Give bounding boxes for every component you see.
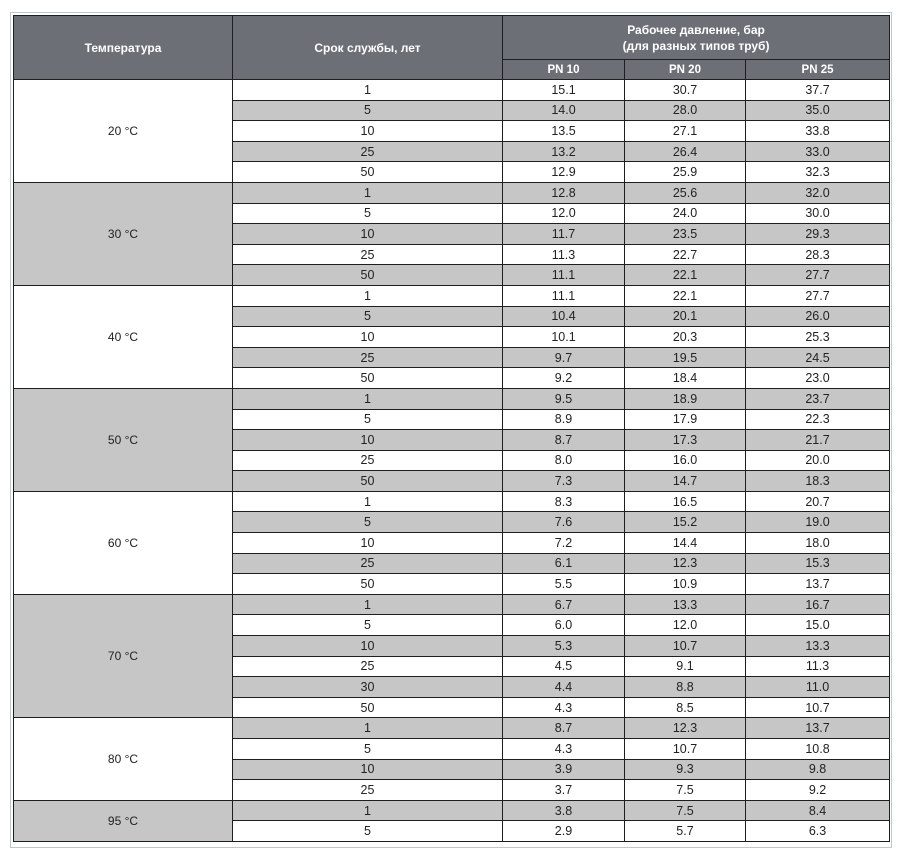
service-life-cell: 50 bbox=[233, 574, 503, 595]
pressure-cell-pn10: 8.7 bbox=[503, 430, 625, 451]
pressure-cell-pn20: 16.0 bbox=[625, 450, 746, 471]
service-life-cell: 10 bbox=[233, 430, 503, 451]
pressure-cell-pn20: 10.9 bbox=[625, 574, 746, 595]
service-life-cell: 10 bbox=[233, 121, 503, 142]
header-pressure-line1: Рабочее давление, бар bbox=[627, 22, 765, 37]
pressure-cell-pn20: 24.0 bbox=[625, 203, 746, 224]
header-service-life: Срок службы, лет bbox=[233, 16, 503, 80]
pressure-cell-pn25: 29.3 bbox=[746, 224, 890, 245]
service-life-cell: 25 bbox=[233, 450, 503, 471]
pressure-cell-pn20: 12.3 bbox=[625, 718, 746, 739]
pressure-cell-pn10: 10.1 bbox=[503, 327, 625, 348]
pressure-cell-pn25: 24.5 bbox=[746, 347, 890, 368]
pressure-cell-pn10: 2.9 bbox=[503, 821, 625, 842]
service-life-cell: 5 bbox=[233, 739, 503, 760]
pressure-cell-pn25: 18.0 bbox=[746, 533, 890, 554]
pressure-cell-pn20: 15.2 bbox=[625, 512, 746, 533]
pressure-cell-pn10: 8.3 bbox=[503, 491, 625, 512]
table-row bbox=[14, 718, 890, 739]
pressure-cell-pn25: 23.7 bbox=[746, 388, 890, 409]
pressure-cell-pn10: 6.0 bbox=[503, 615, 625, 636]
table-row bbox=[14, 182, 890, 203]
table-row bbox=[14, 388, 890, 409]
pressure-cell-pn20: 22.1 bbox=[625, 265, 746, 286]
pressure-cell-pn10: 4.3 bbox=[503, 739, 625, 760]
pressure-cell-pn10: 10.4 bbox=[503, 306, 625, 327]
service-life-cell: 50 bbox=[233, 265, 503, 286]
pressure-cell-pn25: 19.0 bbox=[746, 512, 890, 533]
pressure-cell-pn25: 16.7 bbox=[746, 594, 890, 615]
table-body bbox=[14, 80, 890, 842]
pressure-cell-pn25: 9.8 bbox=[746, 759, 890, 780]
pressure-cell-pn25: 32.0 bbox=[746, 182, 890, 203]
pressure-cell-pn25: 23.0 bbox=[746, 368, 890, 389]
table-row bbox=[14, 491, 890, 512]
service-life-cell: 10 bbox=[233, 224, 503, 245]
service-life-cell: 25 bbox=[233, 141, 503, 162]
pressure-cell-pn10: 11.1 bbox=[503, 285, 625, 306]
pressure-cell-pn20: 26.4 bbox=[625, 141, 746, 162]
pressure-cell-pn10: 4.4 bbox=[503, 677, 625, 698]
pressure-cell-pn25: 33.8 bbox=[746, 121, 890, 142]
pressure-cell-pn25: 13.7 bbox=[746, 718, 890, 739]
service-life-cell: 5 bbox=[233, 100, 503, 121]
pressure-cell-pn20: 12.3 bbox=[625, 553, 746, 574]
pressure-cell-pn25: 33.0 bbox=[746, 141, 890, 162]
pressure-cell-pn25: 20.0 bbox=[746, 450, 890, 471]
pressure-cell-pn25: 37.7 bbox=[746, 80, 890, 101]
service-life-cell: 10 bbox=[233, 533, 503, 554]
header-pn20: PN 20 bbox=[625, 60, 746, 80]
pressure-cell-pn10: 8.7 bbox=[503, 718, 625, 739]
pressure-cell-pn25: 9.2 bbox=[746, 780, 890, 801]
pressure-cell-pn25: 13.7 bbox=[746, 574, 890, 595]
pressure-cell-pn20: 22.7 bbox=[625, 244, 746, 265]
service-life-cell: 50 bbox=[233, 471, 503, 492]
pressure-cell-pn25: 35.0 bbox=[746, 100, 890, 121]
pressure-cell-pn25: 21.7 bbox=[746, 430, 890, 451]
pressure-cell-pn25: 11.0 bbox=[746, 677, 890, 698]
pressure-cell-pn10: 8.0 bbox=[503, 450, 625, 471]
pressure-cell-pn10: 11.1 bbox=[503, 265, 625, 286]
service-life-cell: 25 bbox=[233, 553, 503, 574]
pressure-cell-pn25: 13.3 bbox=[746, 636, 890, 657]
pressure-cell-pn10: 12.0 bbox=[503, 203, 625, 224]
service-life-cell: 1 bbox=[233, 491, 503, 512]
service-life-cell: 50 bbox=[233, 162, 503, 183]
pressure-cell-pn10: 15.1 bbox=[503, 80, 625, 101]
service-life-cell: 25 bbox=[233, 347, 503, 368]
service-life-cell: 5 bbox=[233, 409, 503, 430]
header-pn25: PN 25 bbox=[746, 60, 890, 80]
table-row bbox=[14, 80, 890, 101]
pressure-cell-pn20: 7.5 bbox=[625, 800, 746, 821]
temperature-cell: 70 °C bbox=[14, 594, 233, 718]
service-life-cell: 5 bbox=[233, 615, 503, 636]
pressure-cell-pn25: 30.0 bbox=[746, 203, 890, 224]
pressure-cell-pn20: 25.6 bbox=[625, 182, 746, 203]
pressure-cell-pn20: 22.1 bbox=[625, 285, 746, 306]
service-life-cell: 1 bbox=[233, 594, 503, 615]
pressure-cell-pn20: 20.3 bbox=[625, 327, 746, 348]
pressure-cell-pn20: 30.7 bbox=[625, 80, 746, 101]
pressure-cell-pn10: 12.9 bbox=[503, 162, 625, 183]
service-life-cell: 10 bbox=[233, 636, 503, 657]
header-pressure bbox=[503, 16, 890, 60]
service-life-cell: 10 bbox=[233, 327, 503, 348]
pressure-cell-pn25: 28.3 bbox=[746, 244, 890, 265]
header-pressure-line2: (для разных типов труб) bbox=[622, 38, 770, 53]
table-frame bbox=[10, 12, 892, 848]
pressure-cell-pn10: 7.6 bbox=[503, 512, 625, 533]
pressure-cell-pn20: 23.5 bbox=[625, 224, 746, 245]
pressure-cell-pn25: 6.3 bbox=[746, 821, 890, 842]
pressure-cell-pn25: 20.7 bbox=[746, 491, 890, 512]
pressure-cell-pn20: 18.4 bbox=[625, 368, 746, 389]
pressure-cell-pn25: 11.3 bbox=[746, 656, 890, 677]
pressure-cell-pn10: 3.9 bbox=[503, 759, 625, 780]
pressure-cell-pn10: 5.5 bbox=[503, 574, 625, 595]
pressure-cell-pn20: 9.1 bbox=[625, 656, 746, 677]
pressure-cell-pn10: 4.5 bbox=[503, 656, 625, 677]
service-life-cell: 5 bbox=[233, 821, 503, 842]
pressure-cell-pn25: 10.7 bbox=[746, 697, 890, 718]
service-life-cell: 5 bbox=[233, 512, 503, 533]
service-life-cell: 25 bbox=[233, 780, 503, 801]
pressure-cell-pn25: 15.3 bbox=[746, 553, 890, 574]
pressure-cell-pn20: 9.3 bbox=[625, 759, 746, 780]
pressure-cell-pn10: 7.3 bbox=[503, 471, 625, 492]
pressure-cell-pn10: 6.7 bbox=[503, 594, 625, 615]
table-row bbox=[14, 800, 890, 821]
service-life-cell: 1 bbox=[233, 182, 503, 203]
table-row bbox=[14, 285, 890, 306]
pressure-cell-pn10: 3.7 bbox=[503, 780, 625, 801]
pressure-cell-pn10: 14.0 bbox=[503, 100, 625, 121]
pressure-cell-pn20: 17.3 bbox=[625, 430, 746, 451]
pressure-table bbox=[13, 15, 890, 842]
pressure-cell-pn10: 13.5 bbox=[503, 121, 625, 142]
service-life-cell: 5 bbox=[233, 203, 503, 224]
temperature-cell: 95 °C bbox=[14, 800, 233, 841]
service-life-cell: 50 bbox=[233, 697, 503, 718]
pressure-cell-pn20: 14.7 bbox=[625, 471, 746, 492]
table-row bbox=[14, 594, 890, 615]
pressure-cell-pn20: 8.8 bbox=[625, 677, 746, 698]
pressure-cell-pn10: 8.9 bbox=[503, 409, 625, 430]
pressure-cell-pn25: 18.3 bbox=[746, 471, 890, 492]
temperature-cell: 30 °C bbox=[14, 182, 233, 285]
pressure-cell-pn25: 27.7 bbox=[746, 265, 890, 286]
pressure-cell-pn10: 11.7 bbox=[503, 224, 625, 245]
pressure-cell-pn25: 8.4 bbox=[746, 800, 890, 821]
pressure-cell-pn25: 32.3 bbox=[746, 162, 890, 183]
service-life-cell: 5 bbox=[233, 306, 503, 327]
pressure-cell-pn10: 9.5 bbox=[503, 388, 625, 409]
service-life-cell: 50 bbox=[233, 368, 503, 389]
pressure-cell-pn10: 6.1 bbox=[503, 553, 625, 574]
temperature-cell: 50 °C bbox=[14, 388, 233, 491]
pressure-cell-pn25: 10.8 bbox=[746, 739, 890, 760]
pressure-cell-pn10: 13.2 bbox=[503, 141, 625, 162]
pressure-cell-pn20: 19.5 bbox=[625, 347, 746, 368]
pressure-cell-pn20: 16.5 bbox=[625, 491, 746, 512]
pressure-cell-pn25: 26.0 bbox=[746, 306, 890, 327]
pressure-cell-pn20: 8.5 bbox=[625, 697, 746, 718]
pressure-cell-pn20: 20.1 bbox=[625, 306, 746, 327]
temperature-cell: 40 °C bbox=[14, 285, 233, 388]
pressure-cell-pn20: 25.9 bbox=[625, 162, 746, 183]
pressure-cell-pn20: 17.9 bbox=[625, 409, 746, 430]
service-life-cell: 10 bbox=[233, 759, 503, 780]
service-life-cell: 30 bbox=[233, 677, 503, 698]
pressure-cell-pn10: 12.8 bbox=[503, 182, 625, 203]
service-life-cell: 1 bbox=[233, 800, 503, 821]
service-life-cell: 1 bbox=[233, 718, 503, 739]
pressure-cell-pn25: 15.0 bbox=[746, 615, 890, 636]
temperature-cell: 80 °C bbox=[14, 718, 233, 800]
temperature-cell: 60 °C bbox=[14, 491, 233, 594]
pressure-cell-pn20: 10.7 bbox=[625, 739, 746, 760]
pressure-cell-pn10: 9.7 bbox=[503, 347, 625, 368]
header-temperature: Температура bbox=[14, 16, 233, 80]
pressure-cell-pn10: 4.3 bbox=[503, 697, 625, 718]
service-life-cell: 1 bbox=[233, 388, 503, 409]
pressure-cell-pn20: 5.7 bbox=[625, 821, 746, 842]
header-pn10: PN 10 bbox=[503, 60, 625, 80]
service-life-cell: 1 bbox=[233, 285, 503, 306]
temperature-cell: 20 °C bbox=[14, 80, 233, 183]
pressure-cell-pn20: 14.4 bbox=[625, 533, 746, 554]
pressure-cell-pn20: 18.9 bbox=[625, 388, 746, 409]
pressure-cell-pn20: 7.5 bbox=[625, 780, 746, 801]
pressure-cell-pn10: 3.8 bbox=[503, 800, 625, 821]
pressure-cell-pn25: 22.3 bbox=[746, 409, 890, 430]
pressure-cell-pn20: 28.0 bbox=[625, 100, 746, 121]
pressure-cell-pn20: 10.7 bbox=[625, 636, 746, 657]
pressure-cell-pn25: 25.3 bbox=[746, 327, 890, 348]
pressure-cell-pn25: 27.7 bbox=[746, 285, 890, 306]
service-life-cell: 25 bbox=[233, 656, 503, 677]
pressure-cell-pn20: 12.0 bbox=[625, 615, 746, 636]
pressure-cell-pn10: 11.3 bbox=[503, 244, 625, 265]
pressure-cell-pn20: 13.3 bbox=[625, 594, 746, 615]
pressure-cell-pn10: 9.2 bbox=[503, 368, 625, 389]
pressure-cell-pn10: 7.2 bbox=[503, 533, 625, 554]
pressure-cell-pn10: 5.3 bbox=[503, 636, 625, 657]
pressure-cell-pn20: 27.1 bbox=[625, 121, 746, 142]
service-life-cell: 1 bbox=[233, 80, 503, 101]
service-life-cell: 25 bbox=[233, 244, 503, 265]
